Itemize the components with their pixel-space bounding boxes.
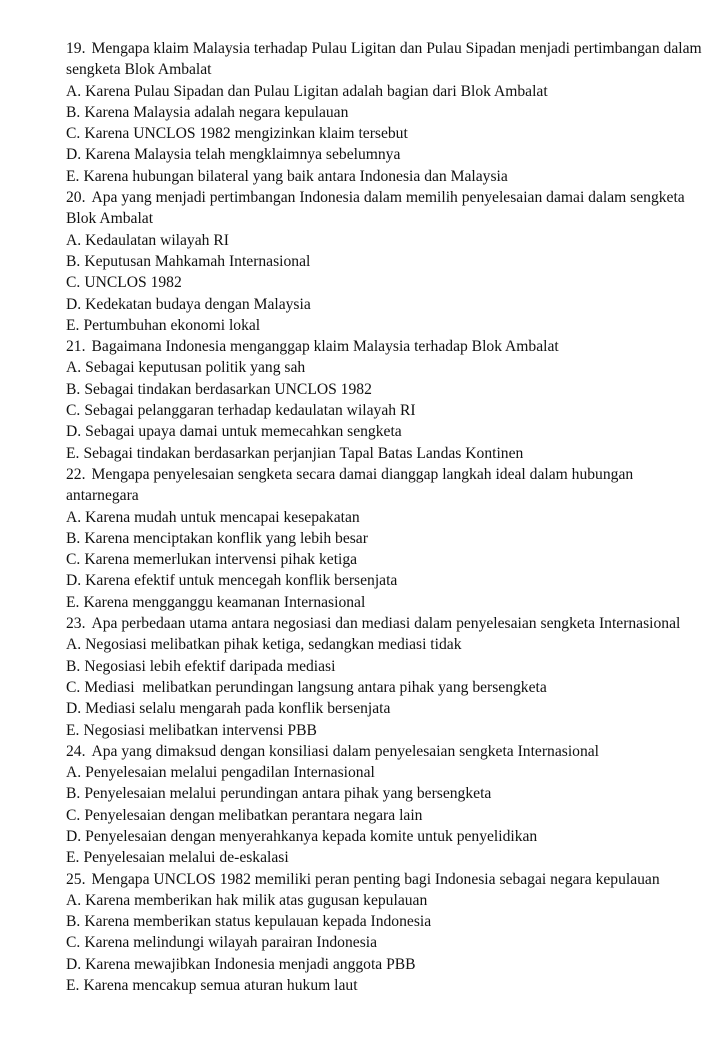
option-text: Karena mengganggu keamanan Internasional xyxy=(83,593,366,611)
option-letter: E. xyxy=(66,977,80,995)
option-text: Negosiasi melibatkan pihak ketiga, sedangkan mediasi tidak xyxy=(85,636,462,654)
question-body: Apa perbedaan utama antara negosiasi dan mediasi dalam penyelesaian sengketa Internasional xyxy=(91,615,681,633)
answer-option-a xyxy=(66,230,706,251)
question-22 xyxy=(66,464,706,613)
question-number: 20. xyxy=(66,189,86,207)
option-text: Mediasi melibatkan perundingan langsung antara pihak yang bersengketa xyxy=(84,678,547,696)
question-number: 25. xyxy=(66,870,86,888)
answer-option-c xyxy=(66,400,706,421)
option-letter: C. xyxy=(66,402,81,420)
option-text: Karena Malaysia telah mengklaimnya sebelumnya xyxy=(85,146,401,164)
answer-option-e xyxy=(66,847,706,868)
question-body: Bagaimana Indonesia menganggap klaim Malaysia terhadap Blok Ambalat xyxy=(91,338,559,356)
question-number: 24. xyxy=(66,742,86,760)
answer-option-b xyxy=(66,911,706,932)
option-text: Penyelesaian dengan menyerahkanya kepada komite untuk penyelidikan xyxy=(85,827,538,845)
option-letter: E. xyxy=(66,721,80,739)
answer-option-e xyxy=(66,166,706,187)
option-text: Karena mudah untuk mencapai kesepakatan xyxy=(85,508,360,526)
option-text: Karena mencakup semua aturan hukum laut xyxy=(83,977,358,995)
option-letter: D. xyxy=(66,146,82,164)
option-letter: B. xyxy=(66,785,81,803)
option-text: Penyelesaian dengan melibatkan perantara negara lain xyxy=(84,806,423,824)
option-letter: C. xyxy=(66,678,81,696)
option-text: Sebagai keputusan politik yang sah xyxy=(85,359,306,377)
option-letter: E. xyxy=(66,593,80,611)
question-body: Mengapa UNCLOS 1982 memiliki peran penting bagi Indonesia sebagai negara kepulauan xyxy=(91,870,660,888)
answer-option-e xyxy=(66,592,706,613)
answer-option-b xyxy=(66,783,706,804)
option-letter: A. xyxy=(66,636,82,654)
option-text: Karena memerlukan intervensi pihak ketiga xyxy=(84,551,358,569)
question-text xyxy=(66,741,706,762)
option-text: Karena Pulau Sipadan dan Pulau Ligitan adalah bagian dari Blok Ambalat xyxy=(85,82,548,100)
answer-option-c xyxy=(66,805,706,826)
question-text xyxy=(66,187,706,230)
option-letter: A. xyxy=(66,359,82,377)
answer-option-a xyxy=(66,81,706,102)
question-20 xyxy=(66,187,706,336)
answer-option-e xyxy=(66,443,706,464)
option-letter: D. xyxy=(66,295,82,313)
option-letter: C. xyxy=(66,125,81,143)
question-body: Mengapa klaim Malaysia terhadap Pulau Ligitan dan Pulau Sipadan menjadi pertimbangan dalam sengketa Blok Ambalat xyxy=(66,40,702,79)
question-24 xyxy=(66,741,706,869)
answer-option-a xyxy=(66,357,706,378)
question-text xyxy=(66,869,706,890)
option-text: Sebagai tindakan berdasarkan perjanjian Tapal Batas Landas Kontinen xyxy=(83,444,524,462)
option-text: Karena Malaysia adalah negara kepulauan xyxy=(84,103,349,121)
answer-option-d xyxy=(66,698,706,719)
option-letter: B. xyxy=(66,529,81,547)
answer-option-c xyxy=(66,123,706,144)
answer-option-a xyxy=(66,762,706,783)
answer-option-b xyxy=(66,528,706,549)
question-body: Apa yang menjadi pertimbangan Indonesia dalam memilih penyelesaian damai dalam sengketa Blok Ambalat xyxy=(66,189,685,228)
option-letter: B. xyxy=(66,380,81,398)
answer-option-c xyxy=(66,272,706,293)
answer-option-b xyxy=(66,102,706,123)
option-text: Keputusan Mahkamah Internasional xyxy=(84,252,311,270)
option-letter: A. xyxy=(66,231,82,249)
answer-option-d xyxy=(66,826,706,847)
option-text: Sebagai tindakan berdasarkan UNCLOS 1982 xyxy=(84,380,372,398)
option-text: UNCLOS 1982 xyxy=(84,274,182,292)
answer-option-c xyxy=(66,677,706,698)
answer-option-d xyxy=(66,954,706,975)
option-letter: E. xyxy=(66,444,80,462)
answer-option-d xyxy=(66,294,706,315)
answer-option-d xyxy=(66,570,706,591)
option-text: Negosiasi lebih efektif daripada mediasi xyxy=(84,657,336,675)
answer-option-e xyxy=(66,975,706,996)
option-text: Karena mewajibkan Indonesia menjadi anggota PBB xyxy=(85,955,416,973)
option-letter: D. xyxy=(66,700,82,718)
option-letter: B. xyxy=(66,103,81,121)
option-text: Karena menciptakan konflik yang lebih besar xyxy=(84,529,368,547)
answer-option-a xyxy=(66,634,706,655)
question-number: 23. xyxy=(66,615,86,633)
option-letter: D. xyxy=(66,955,82,973)
answer-option-b xyxy=(66,251,706,272)
option-text: Sebagai upaya damai untuk memecahkan sengketa xyxy=(85,423,402,441)
option-text: Penyelesaian melalui de-eskalasi xyxy=(83,849,289,867)
answer-option-e xyxy=(66,315,706,336)
question-body: Mengapa penyelesaian sengketa secara damai dianggap langkah ideal dalam hubungan antarnegara xyxy=(66,465,634,505)
option-letter: C. xyxy=(66,551,81,569)
option-letter: D. xyxy=(66,827,82,845)
question-number: 22. xyxy=(66,465,86,483)
option-letter: D. xyxy=(66,423,82,441)
option-letter: A. xyxy=(66,764,82,782)
question-text xyxy=(66,464,706,507)
option-letter: E. xyxy=(66,167,80,185)
option-letter: A. xyxy=(66,508,82,526)
question-sheet xyxy=(66,38,706,996)
option-letter: C. xyxy=(66,806,81,824)
option-text: Karena memberikan hak milik atas gugusan kepulauan xyxy=(85,891,428,909)
option-letter: A. xyxy=(66,891,82,909)
answer-option-c xyxy=(66,932,706,953)
question-body: Apa yang dimaksud dengan konsiliasi dalam penyelesaian sengketa Internasional xyxy=(91,742,600,760)
answer-option-d xyxy=(66,144,706,165)
question-19 xyxy=(66,38,706,187)
option-text: Penyelesaian melalui pengadilan Internasional xyxy=(85,764,375,782)
question-number: 21. xyxy=(66,338,86,356)
question-number: 19. xyxy=(66,40,86,57)
answer-option-a xyxy=(66,890,706,911)
question-text xyxy=(66,613,706,634)
answer-option-b xyxy=(66,656,706,677)
option-text: Karena memberikan status kepulauan kepada Indonesia xyxy=(84,913,432,931)
question-text xyxy=(66,38,706,81)
option-letter: B. xyxy=(66,913,81,931)
answer-option-c xyxy=(66,549,706,570)
question-25 xyxy=(66,869,706,997)
option-text: Penyelesaian melalui perundingan antara pihak yang bersengketa xyxy=(84,785,492,803)
option-text: Sebagai pelanggaran terhadap kedaulatan wilayah RI xyxy=(84,402,416,420)
option-text: Kedekatan budaya dengan Malaysia xyxy=(85,295,311,313)
answer-option-b xyxy=(66,379,706,400)
option-letter: C. xyxy=(66,934,81,952)
option-text: Karena melindungi wilayah parairan Indonesia xyxy=(84,934,378,952)
question-text xyxy=(66,336,706,357)
option-text: Mediasi selalu mengarah pada konflik bersenjata xyxy=(85,700,391,718)
option-text: Negosiasi melibatkan intervensi PBB xyxy=(83,721,317,739)
option-text: Kedaulatan wilayah RI xyxy=(85,231,229,249)
answer-option-e xyxy=(66,720,706,741)
answer-option-a xyxy=(66,507,706,528)
question-23 xyxy=(66,613,706,741)
option-letter: D. xyxy=(66,572,82,590)
option-text: Karena efektif untuk mencegah konflik bersenjata xyxy=(85,572,398,590)
option-letter: E. xyxy=(66,849,80,867)
option-letter: E. xyxy=(66,316,80,334)
option-letter: B. xyxy=(66,252,81,270)
option-text: Pertumbuhan ekonomi lokal xyxy=(83,316,261,334)
option-letter: B. xyxy=(66,657,81,675)
option-text: Karena UNCLOS 1982 mengizinkan klaim tersebut xyxy=(84,125,408,143)
question-21 xyxy=(66,336,706,464)
option-letter: A. xyxy=(66,82,82,100)
option-text: Karena hubungan bilateral yang baik antara Indonesia dan Malaysia xyxy=(83,167,508,185)
option-letter: C. xyxy=(66,274,81,292)
answer-option-d xyxy=(66,421,706,442)
